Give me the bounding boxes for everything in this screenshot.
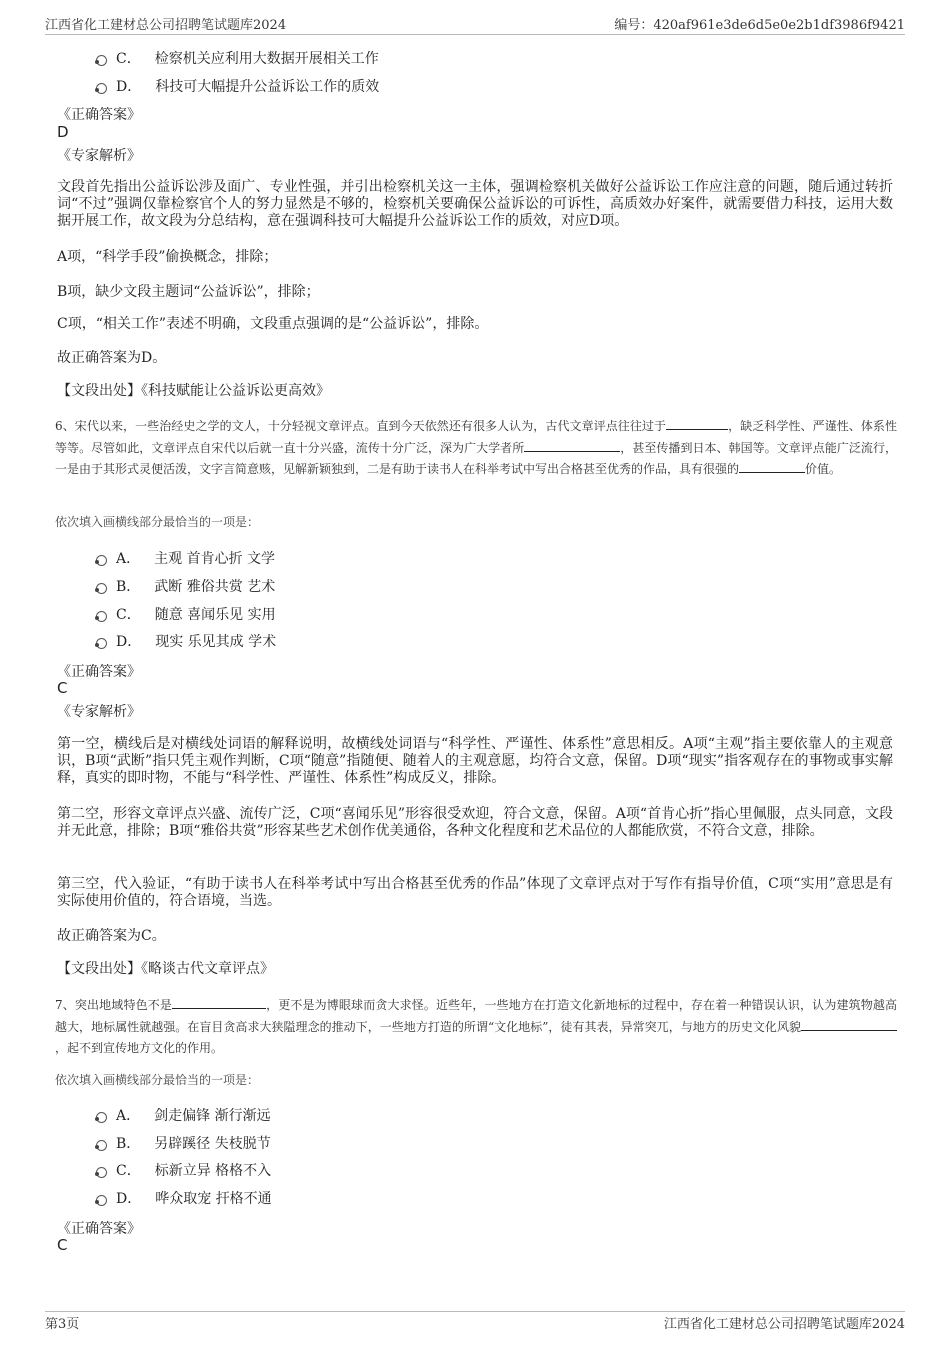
q5-conclusion: 故正确答案为D。: [57, 350, 167, 366]
q6-option-c[interactable]: [96, 604, 276, 624]
q7-option-a[interactable]: [96, 1105, 271, 1125]
q6-analysis-label: 《专家解析》: [57, 704, 141, 720]
option-text: 科技可大幅提升公益诉讼工作的质效: [155, 79, 380, 95]
q5-option-d[interactable]: [96, 76, 379, 96]
option-text: 武断 雅俗共赏 艺术: [154, 579, 276, 595]
q5-analysis-label: 《专家解析》: [57, 148, 141, 164]
page-number: 第3页: [45, 1317, 80, 1332]
q6-analysis-3: 第三空，代入验证，“有助于读书人在科举考试中写出合格甚至优秀的作品”体现了文章评点对于写作有指导价值，C项“实用”意思是有实际使用价值的，符合语境，当选。: [57, 876, 893, 909]
option-text: 主观 首肯心折 文学: [154, 551, 276, 567]
header-title: 江西省化工建材总公司招聘笔试题库2024: [45, 18, 287, 33]
q6-analysis-2: 第二空，形容文章评点兴盛、流传广泛，C项“喜闻乐见”形容很受欢迎，符合文意，保留。A项“首肯心折”指心里佩服，点头同意，文段并无此意，排除；B项“雅俗共赏”形容某些艺术创作优美通俗，各种文化程度和艺术品位的人都能欣赏，不符合文意，排除。: [57, 806, 893, 839]
option-text: 检察机关应利用大数据开展相关工作: [154, 51, 379, 67]
radio-icon[interactable]: [96, 1195, 107, 1206]
q6-option-d[interactable]: [96, 631, 276, 651]
radio-icon[interactable]: [96, 1112, 107, 1123]
radio-icon[interactable]: [96, 55, 107, 66]
option-letter: A．: [116, 1108, 141, 1124]
q7-prompt: 依次填入画横线部分最恰当的一项是：: [55, 1073, 260, 1087]
q5-option-c[interactable]: [96, 48, 379, 68]
q7-answer: C: [57, 1236, 68, 1254]
fill-blank: [739, 460, 805, 473]
option-letter: D．: [116, 1191, 142, 1207]
radio-icon[interactable]: [96, 1140, 107, 1151]
q7-stem: 7、突出地域特色不是 ，更不是为博眼球而贪大求怪。近些年，一些地方在打造文化新地标的过程中，存在着一种错误认识，认为建筑物越高越大，地标属性就越强。在盲目贪高求大狭隘理念的推动下，一些地方打造的所谓“文化地标”，徒有其表，异常突兀，与地方的历史文化风貌，起不到宣传地方文化的作用。: [55, 998, 897, 1055]
q5-analysis-c: C项，“相关工作”表述不明确，文段重点强调的是“公益诉讼”，排除。: [57, 316, 489, 332]
footer-title: 江西省化工建材总公司招聘笔试题库2024: [663, 1317, 905, 1332]
fill-blank: [524, 439, 620, 452]
option-text: 标新立异 格格不入: [154, 1163, 272, 1179]
option-letter: C．: [116, 51, 141, 67]
q7-option-c[interactable]: [96, 1160, 271, 1180]
fill-blank: [801, 1018, 897, 1031]
option-letter: A．: [116, 551, 141, 567]
document-id: 编号：420af961e3de6d5e0e2b1df3986f9421: [614, 18, 905, 33]
option-letter: D．: [116, 79, 142, 95]
option-text: 随意 喜闻乐见 实用: [154, 607, 276, 623]
q5-answer: D: [57, 123, 69, 141]
q7-answer-label: 《正确答案》: [57, 1221, 141, 1237]
radio-icon[interactable]: [96, 611, 107, 622]
fill-blank: [666, 417, 728, 430]
q6-source: 【文段出处】《略谈古代文章评点》: [57, 961, 274, 977]
q6-analysis-1: 第一空，横线后是对横线处词语的解释说明，故横线处词语与“科学性、严谨性、体系性”意思相反。A项“主观”指主要依靠人的主观意识，B项“武断”指只凭主观作判断，C项“随意”指随便、随着人的主观意愿，均符合文意，保留。D项“现实”指客观存在的事物或事实解释，真实的即时物，不能与“科学性、严谨性、体系性”构成反义，排除。: [57, 736, 893, 786]
q5-analysis-a: A项，“科学手段”偷换概念，排除；: [57, 249, 278, 265]
q6-conclusion: 故正确答案为C。: [57, 928, 166, 944]
option-letter: D．: [116, 634, 142, 650]
header-divider: [45, 34, 905, 35]
q5-answer-label: 《正确答案》: [57, 107, 141, 123]
q5-source: 【文段出处】《科技赋能让公益诉讼更高效》: [57, 383, 330, 399]
option-letter: B．: [116, 579, 141, 595]
q6-answer-label: 《正确答案》: [57, 664, 141, 680]
q6-option-a[interactable]: [96, 548, 275, 568]
q5-analysis-main: 文段首先指出公益诉讼涉及面广、专业性强，并引出检察机关这一主体，强调检察机关做好公益诉讼工作应注意的问题，随后通过转折词“不过”强调仅靠检察官个人的努力显然是不够的，检察机关要确保公益诉讼的可诉性，高质效办好案件，就需要借力科技，运用大数据开展工作，故文段为分总结构，意在强调科技可大幅提升公益诉讼工作的质效，对应D项。: [57, 179, 893, 229]
fill-blank: [172, 996, 266, 1009]
q6-stem: 6、宋代以来，一些治经史之学的文人，十分轻视文章评点。直到今天依然还有很多人认为，古代文章评点往往过于 ，缺乏科学性、严谨性、体系性等等。尽管如此，文章评点自宋代以后就一直十分兴盛，流传十分广泛，深为广大学者所 ，甚至传播到日本、韩国等。文章评点能广泛流行，一是由于其形式灵便活泼，文字言简意赅，见解新颖独到，二是有助于读书人在科举考试中写出合格甚至优秀的作品，具有很强的 价值。: [55, 419, 897, 476]
radio-icon[interactable]: [96, 1167, 107, 1178]
q6-option-b[interactable]: [96, 576, 275, 596]
radio-icon[interactable]: [96, 83, 107, 94]
option-text: 哗众取宠 扞格不通: [155, 1191, 272, 1207]
option-text: 剑走偏锋 渐行渐远: [154, 1108, 271, 1124]
option-letter: C．: [116, 607, 141, 623]
option-letter: B．: [116, 1136, 141, 1152]
radio-icon[interactable]: [96, 583, 107, 594]
option-text: 另辟蹊径 失枝脱节: [154, 1136, 271, 1152]
option-letter: C．: [116, 1163, 141, 1179]
radio-icon[interactable]: [96, 555, 107, 566]
option-text: 现实 乐见其成 学术: [155, 634, 277, 650]
footer-divider: [45, 1311, 905, 1312]
q6-prompt: 依次填入画横线部分最恰当的一项是：: [55, 515, 260, 529]
radio-icon[interactable]: [96, 638, 107, 649]
q5-analysis-b: B项，缺少文段主题词“公益诉讼”，排除；: [57, 284, 320, 300]
q7-option-d[interactable]: [96, 1188, 272, 1208]
q7-option-b[interactable]: [96, 1133, 271, 1153]
q6-answer: C: [57, 679, 68, 697]
